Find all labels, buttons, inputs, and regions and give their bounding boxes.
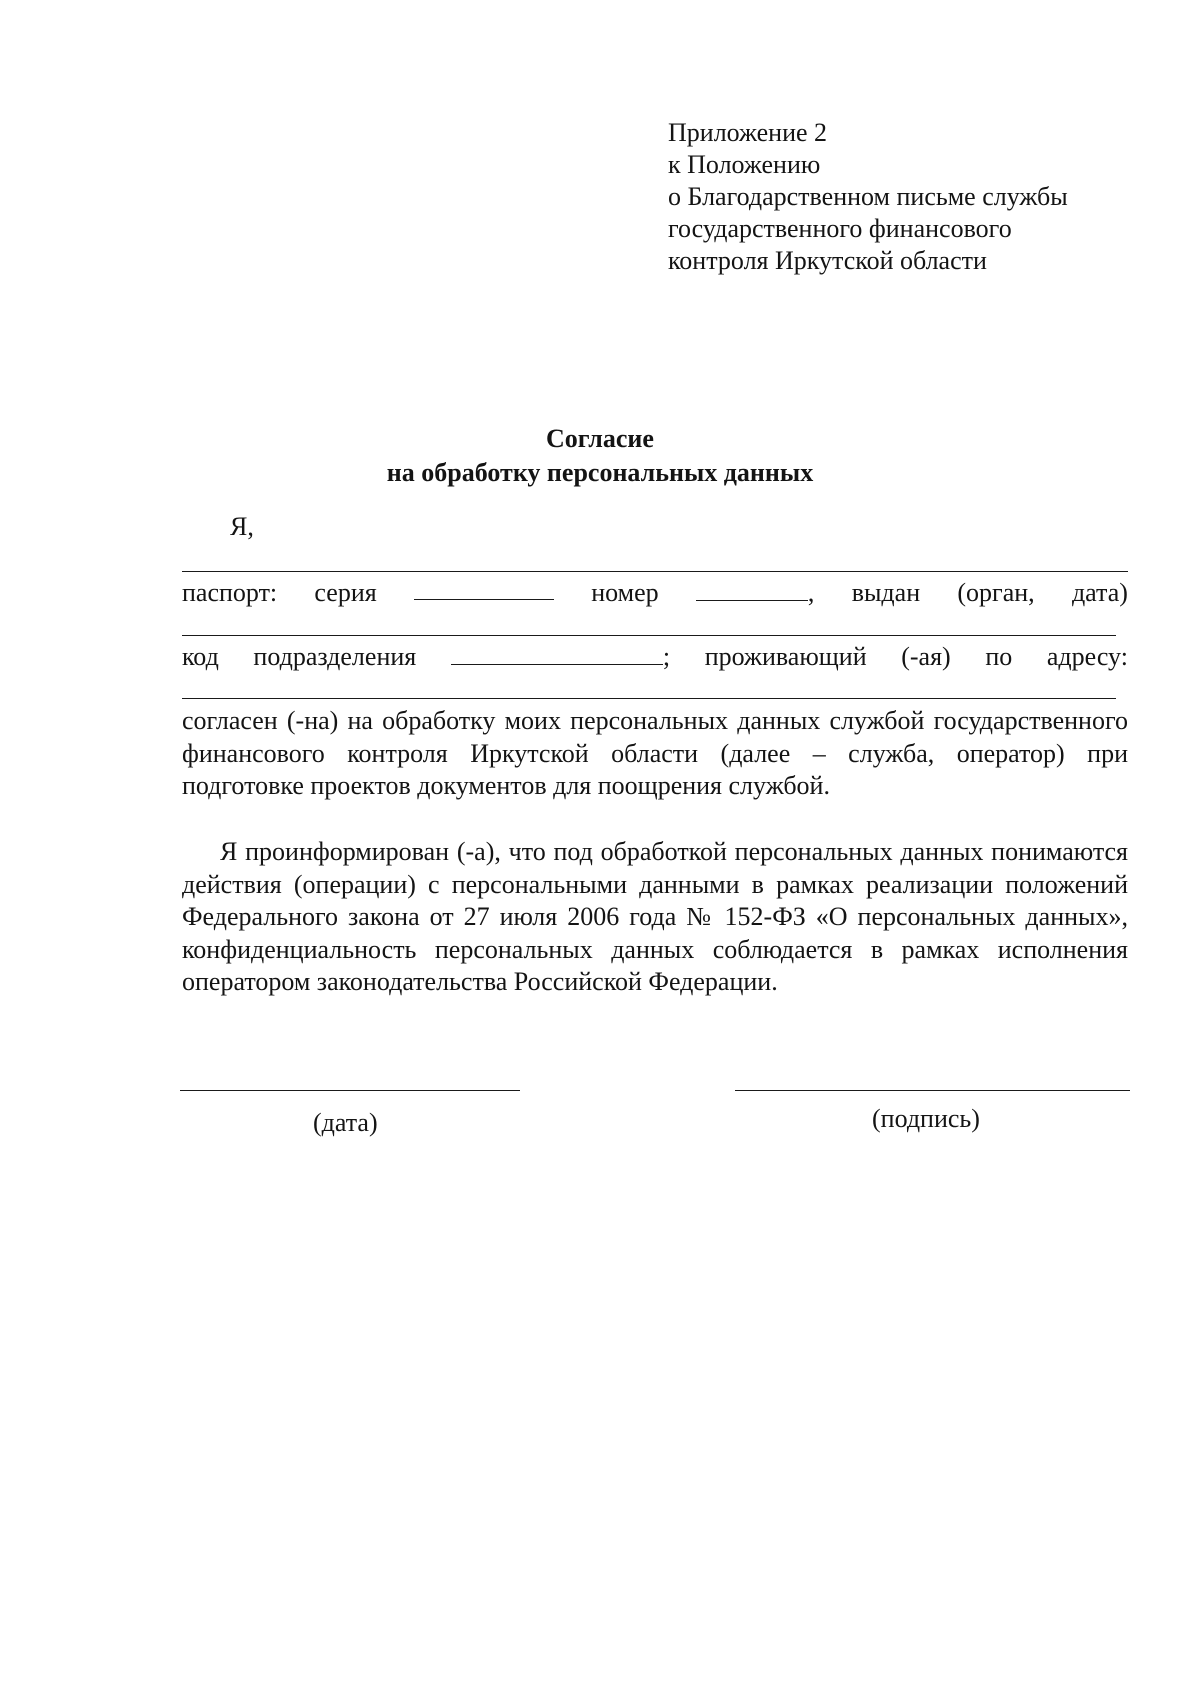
appendix-line: государственного финансового — [668, 214, 1012, 243]
date-signature-line[interactable] — [180, 1090, 520, 1091]
date-label: дата) — [1071, 578, 1128, 607]
residing-suffix: (-ая) — [901, 642, 951, 671]
at-label: по — [985, 642, 1013, 671]
number-label: номер — [591, 578, 659, 607]
address-fill-line[interactable] — [182, 698, 1116, 699]
appendix-line: о Благодарственном письме службы — [668, 182, 1068, 211]
division-code-field[interactable] — [451, 642, 663, 665]
division-row — [182, 641, 1128, 673]
fullname-fill-line[interactable] — [182, 571, 1128, 572]
division-group — [451, 641, 670, 673]
residing-label: проживающий — [704, 642, 867, 671]
number-comma: , — [807, 578, 815, 607]
ya-label: Я, — [230, 512, 254, 541]
appendix-reference — [668, 117, 1188, 277]
division-label: подразделения — [253, 642, 417, 671]
appendix-line: Приложение 2 — [668, 118, 828, 147]
passport-label: паспорт: — [182, 578, 278, 607]
appendix-line: контроля Иркутской области — [668, 246, 987, 275]
information-paragraph: Я проинформирован (-а), что под обработкой персональных данных понимаются действия (операции) с персональными данными в рамках реализации положений Федерального закона от 27 июля 2006 года № 152-ФЗ «О персональных данных», конфиденциальность персональных данных соблюдается в рамках исполнения оператором законодательства Российской Федерации. — [182, 837, 1128, 996]
appendix-line: к Положению — [668, 150, 821, 179]
number-field[interactable] — [696, 578, 808, 601]
signature-line[interactable] — [735, 1090, 1130, 1091]
division-semicolon: ; — [662, 642, 671, 671]
title-line-1: Согласие — [546, 424, 654, 453]
organ-label: (орган, — [957, 578, 1035, 607]
title-line-2: на обработку персональных данных — [386, 458, 814, 487]
consent-paragraph: согласен (-на) на обработку моих персональных данных службой государственного финансового контроля Иркутской области (далее – служба, оператор) при подготовке проектов документов для поощрения службой. — [182, 706, 1128, 800]
signature-caption: (подпись) — [872, 1104, 980, 1133]
number-group — [696, 577, 815, 609]
passport-row — [182, 577, 1128, 609]
issued-label: выдан — [851, 578, 921, 607]
date-caption: (дата) — [313, 1108, 378, 1137]
series-label: серия — [314, 578, 377, 607]
code-label: код — [182, 642, 219, 671]
document-title — [0, 422, 1200, 490]
series-field[interactable] — [414, 577, 554, 600]
address-label: адресу: — [1046, 642, 1128, 671]
issuer-fill-line[interactable] — [182, 635, 1116, 636]
